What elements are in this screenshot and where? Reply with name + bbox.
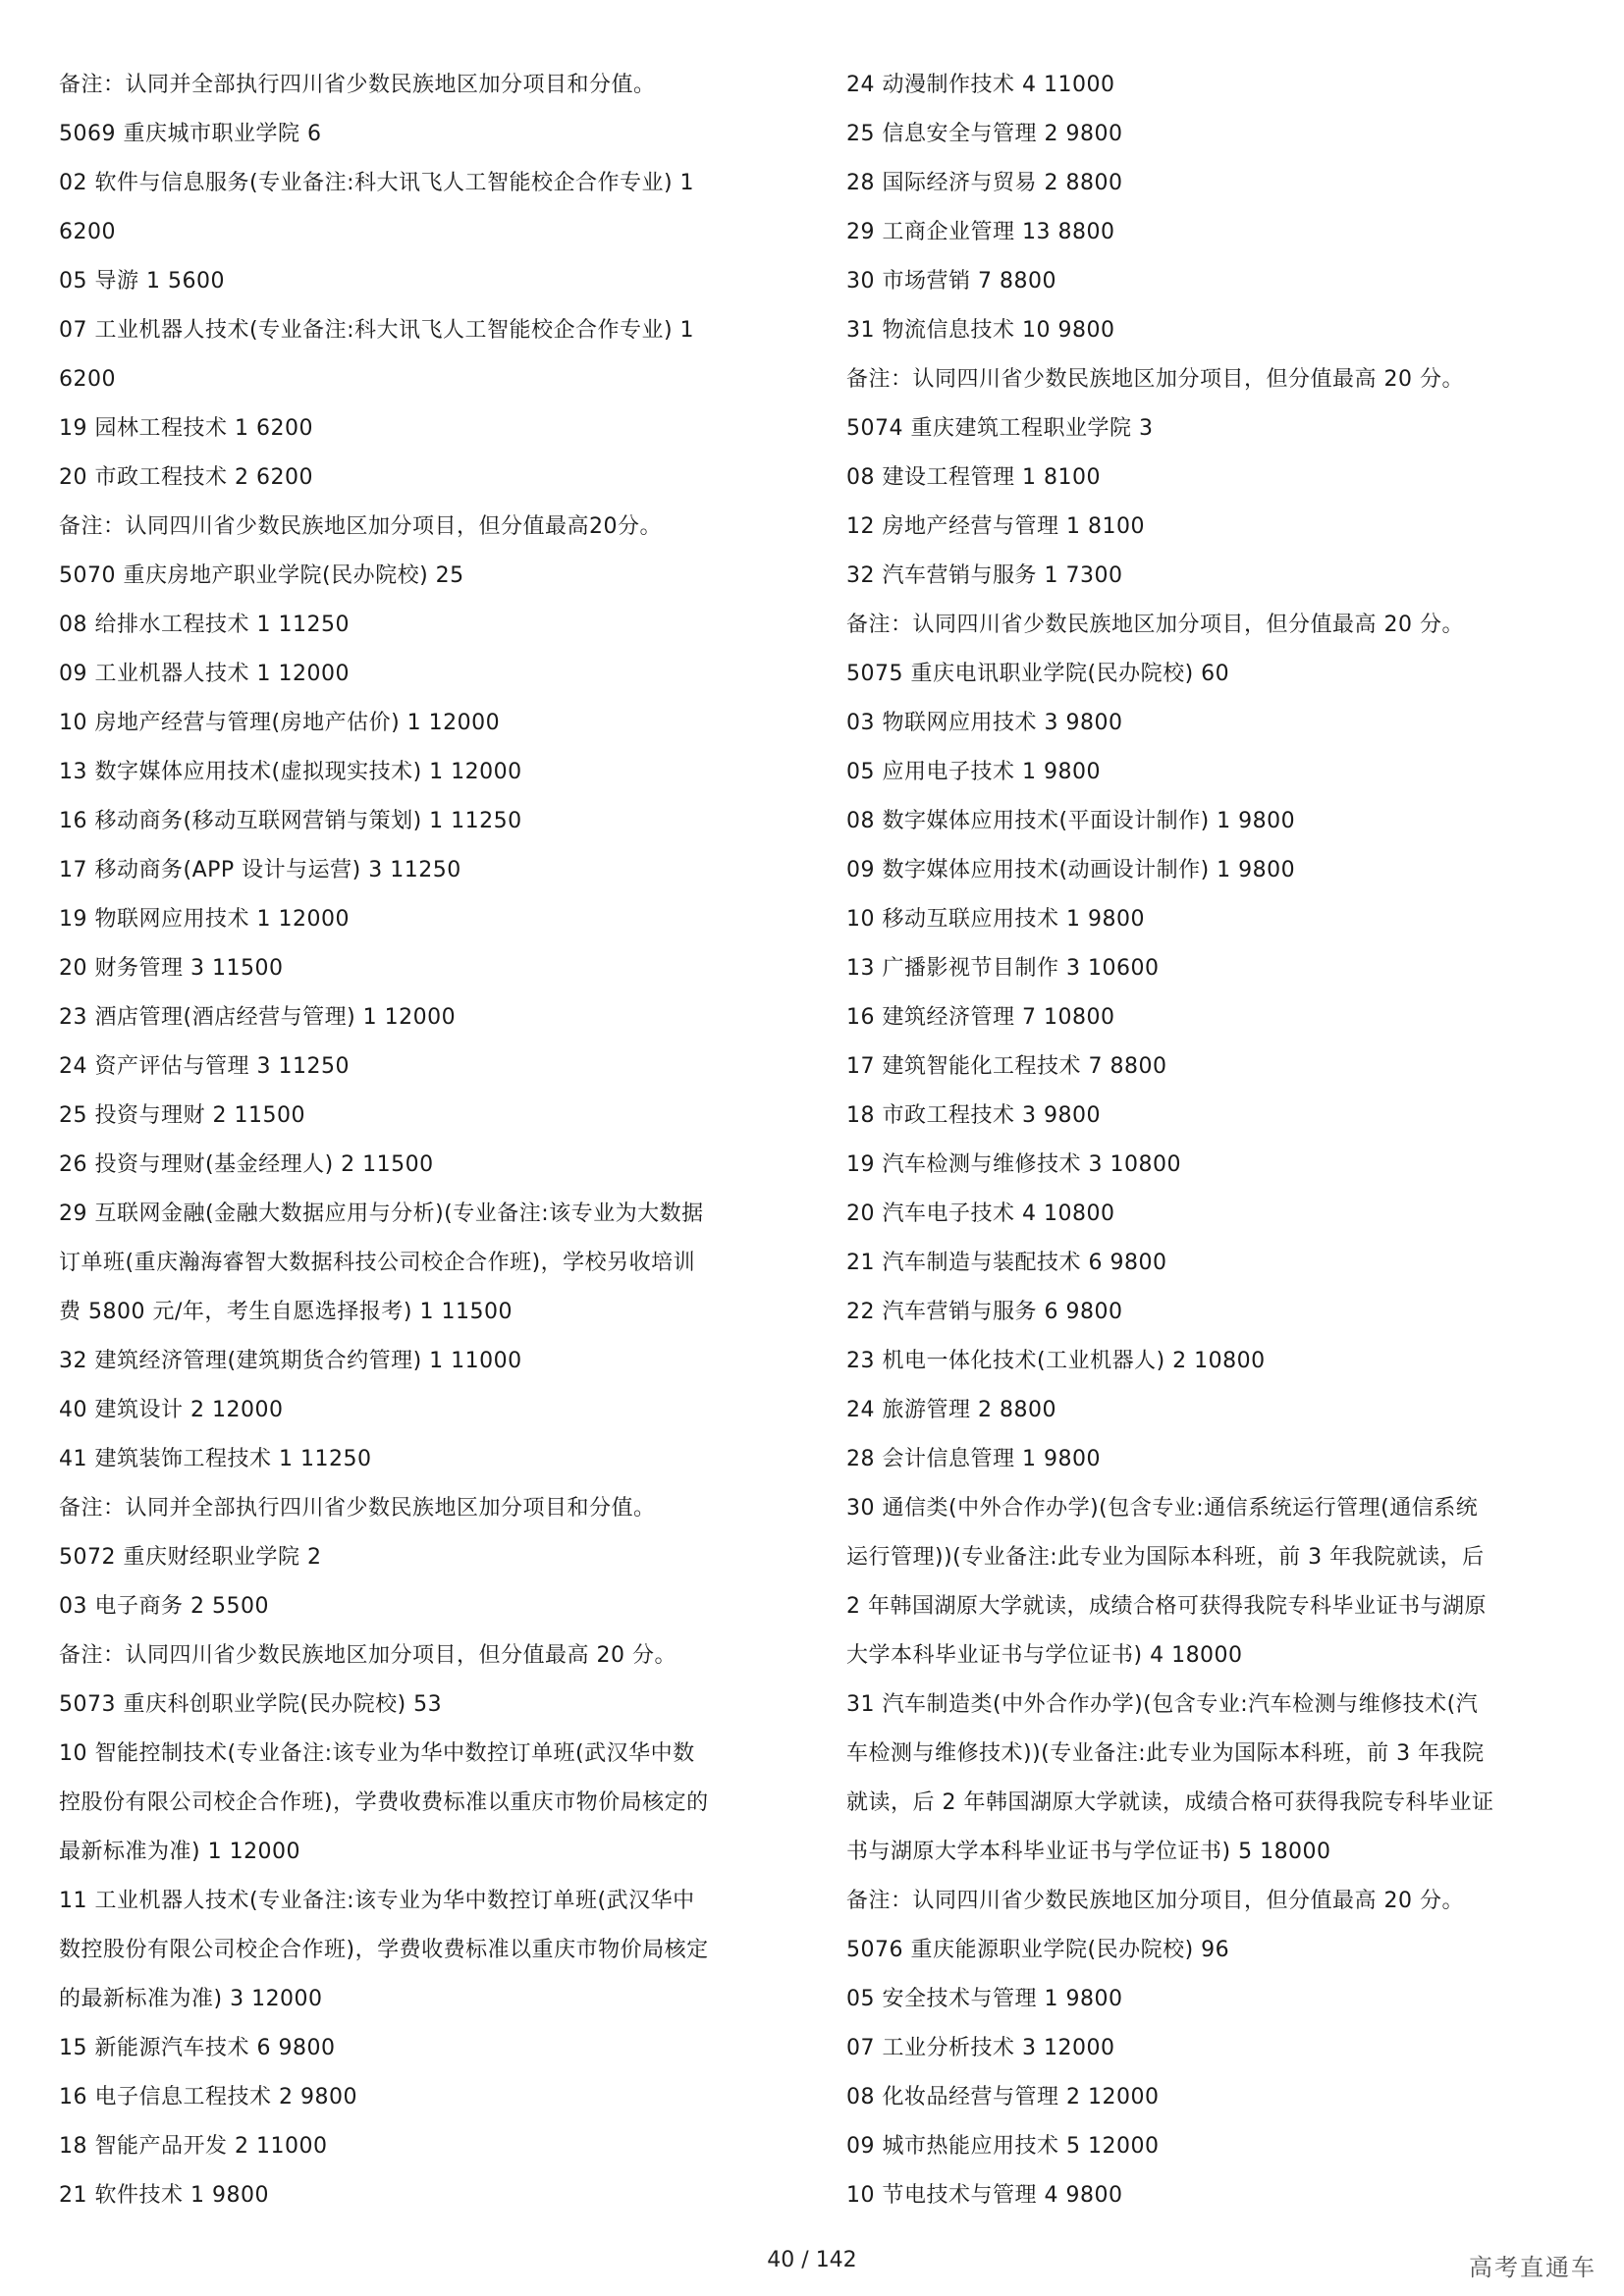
- text-line: 28 国际经济与贸易 2 8800: [846, 171, 1123, 195]
- text-line: 31 物流信息技术 10 9800: [846, 318, 1115, 343]
- text-line: 32 建筑经济管理(建筑期货合约管理) 1 11000: [59, 1349, 522, 1373]
- text-line: 21 软件技术 1 9800: [59, 2183, 269, 2208]
- page-number: 40 / 142: [767, 2248, 857, 2272]
- text-line: 6200: [59, 367, 116, 392]
- right-column: [846, 61, 1593, 2220]
- text-line: 24 资产评估与管理 3 11250: [59, 1054, 350, 1079]
- text-line: 运行管理))(专业备注:此专业为国际本科班，前 3 年我院就读，后: [846, 1545, 1485, 1570]
- text-line: 19 汽车检测与维修技术 3 10800: [846, 1152, 1181, 1177]
- text-line: 大学本科毕业证书与学位证书) 4 18000: [846, 1643, 1243, 1668]
- text-line: 20 财务管理 3 11500: [59, 956, 284, 981]
- text-line: 书与湖原大学本科毕业证书与学位证书) 5 18000: [846, 1840, 1331, 1864]
- text-line: 23 酒店管理(酒店经营与管理) 1 12000: [59, 1005, 457, 1030]
- text-line: 备注：认同四川省少数民族地区加分项目，但分值最高 20 分。: [846, 613, 1464, 637]
- text-line: 09 工业机器人技术 1 12000: [59, 662, 350, 686]
- text-line: 备注：认同四川省少数民族地区加分项目，但分值最高 20 分。: [59, 1643, 677, 1668]
- text-line: 23 机电一体化技术(工业机器人) 2 10800: [846, 1349, 1266, 1373]
- text-line: 数控股份有限公司校企合作班)，学费收费标准以重庆市物价局核定: [59, 1938, 709, 1962]
- text-line: 车检测与维修技术))(专业备注:此专业为国际本科班，前 3 年我院: [846, 1741, 1485, 1766]
- text-line: 21 汽车制造与装配技术 6 9800: [846, 1251, 1167, 1275]
- text-line: 17 移动商务(APP 设计与运营) 3 11250: [59, 858, 461, 882]
- text-line: 28 会计信息管理 1 9800: [846, 1447, 1101, 1471]
- text-line: 5072 重庆财经职业学院 2: [59, 1545, 322, 1570]
- text-line: 订单班(重庆瀚海睿智大数据科技公司校企合作班)，学校另收培训: [59, 1251, 696, 1275]
- text-line: 16 移动商务(移动互联网营销与策划) 1 11250: [59, 809, 522, 833]
- text-line: 05 导游 1 5600: [59, 269, 225, 294]
- text-line: 29 互联网金融(金融大数据应用与分析)(专业备注:该专业为大数据: [59, 1201, 704, 1226]
- text-line: 03 电子商务 2 5500: [59, 1594, 269, 1619]
- text-line: 07 工业分析技术 3 12000: [846, 2036, 1115, 2060]
- text-line: 18 市政工程技术 3 9800: [846, 1103, 1101, 1128]
- text-line: 最新标准为准) 1 12000: [59, 1840, 301, 1864]
- text-line: 12 房地产经营与管理 1 8100: [846, 514, 1145, 539]
- text-line: 30 市场营销 7 8800: [846, 269, 1056, 294]
- text-line: 16 电子信息工程技术 2 9800: [59, 2085, 357, 2109]
- text-line: 08 给排水工程技术 1 11250: [59, 613, 350, 637]
- text-line: 30 通信类(中外合作办学)(包含专业:通信系统运行管理(通信系统: [846, 1496, 1479, 1521]
- left-column: [59, 61, 805, 2220]
- text-line: 18 智能产品开发 2 11000: [59, 2134, 328, 2159]
- text-line: 25 信息安全与管理 2 9800: [846, 122, 1123, 146]
- text-line: 5069 重庆城市职业学院 6: [59, 122, 322, 146]
- text-line: 10 移动互联应用技术 1 9800: [846, 907, 1145, 932]
- text-line: 22 汽车营销与服务 6 9800: [846, 1300, 1123, 1324]
- text-line: 19 物联网应用技术 1 12000: [59, 907, 350, 932]
- text-line: 备注：认同并全部执行四川省少数民族地区加分项目和分值。: [59, 73, 656, 97]
- text-line: 25 投资与理财 2 11500: [59, 1103, 305, 1128]
- text-line: 费 5800 元/年，考生自愿选择报考) 1 11500: [59, 1300, 513, 1324]
- text-line: 05 安全技术与管理 1 9800: [846, 1987, 1123, 2011]
- text-line: 03 物联网应用技术 3 9800: [846, 711, 1123, 735]
- text-line: 19 园林工程技术 1 6200: [59, 416, 313, 441]
- text-line: 5070 重庆房地产职业学院(民办院校) 25: [59, 563, 464, 588]
- text-line: 备注：认同四川省少数民族地区加分项目，但分值最高20分。: [59, 514, 662, 539]
- text-line: 02 软件与信息服务(专业备注:科大讯飞人工智能校企合作专业) 1: [59, 171, 695, 195]
- text-line: 2 年韩国湖原大学就读，成绩合格可获得我院专科毕业证书与湖原: [846, 1594, 1487, 1619]
- text-line: 31 汽车制造类(中外合作办学)(包含专业:汽车检测与维修技术(汽: [846, 1692, 1479, 1717]
- text-line: 5074 重庆建筑工程职业学院 3: [846, 416, 1154, 441]
- text-line: 29 工商企业管理 13 8800: [846, 220, 1115, 244]
- text-line: 备注：认同四川省少数民族地区加分项目，但分值最高 20 分。: [846, 367, 1464, 392]
- text-line: 控股份有限公司校企合作班)，学费收费标准以重庆市物价局核定的: [59, 1790, 709, 1815]
- text-line: 08 数字媒体应用技术(平面设计制作) 1 9800: [846, 809, 1296, 833]
- text-line: 15 新能源汽车技术 6 9800: [59, 2036, 336, 2060]
- text-line: 07 工业机器人技术(专业备注:科大讯飞人工智能校企合作专业) 1: [59, 318, 695, 343]
- text-line: 的最新标准为准) 3 12000: [59, 1987, 323, 2011]
- text-line: 5073 重庆科创职业学院(民办院校) 53: [59, 1692, 443, 1717]
- text-line: 09 城市热能应用技术 5 12000: [846, 2134, 1160, 2159]
- text-line: 13 数字媒体应用技术(虚拟现实技术) 1 12000: [59, 760, 522, 784]
- text-line: 就读，后 2 年韩国湖原大学就读，成绩合格可获得我院专科毕业证: [846, 1790, 1494, 1815]
- text-line: 5075 重庆电讯职业学院(民办院校) 60: [846, 662, 1230, 686]
- text-line: 备注：认同四川省少数民族地区加分项目，但分值最高 20 分。: [846, 1889, 1464, 1913]
- text-line: 16 建筑经济管理 7 10800: [846, 1005, 1115, 1030]
- text-line: 24 旅游管理 2 8800: [846, 1398, 1056, 1422]
- text-line: 备注：认同并全部执行四川省少数民族地区加分项目和分值。: [59, 1496, 656, 1521]
- text-line: 10 房地产经营与管理(房地产估价) 1 12000: [59, 711, 501, 735]
- text-line: 41 建筑装饰工程技术 1 11250: [59, 1447, 372, 1471]
- text-line: 5076 重庆能源职业学院(民办院校) 96: [846, 1938, 1230, 1962]
- text-line: 20 市政工程技术 2 6200: [59, 465, 313, 490]
- text-line: 05 应用电子技术 1 9800: [846, 760, 1101, 784]
- text-line: 24 动漫制作技术 4 11000: [846, 73, 1115, 97]
- text-line: 40 建筑设计 2 12000: [59, 1398, 284, 1422]
- text-line: 17 建筑智能化工程技术 7 8800: [846, 1054, 1167, 1079]
- text-line: 08 化妆品经营与管理 2 12000: [846, 2085, 1160, 2109]
- text-line: 09 数字媒体应用技术(动画设计制作) 1 9800: [846, 858, 1296, 882]
- text-line: 11 工业机器人技术(专业备注:该专业为华中数控订单班(武汉华中: [59, 1889, 695, 1913]
- text-line: 10 智能控制技术(专业备注:该专业为华中数控订单班(武汉华中数: [59, 1741, 695, 1766]
- watermark-text: 高考直通车: [1469, 2254, 1597, 2281]
- text-line: 6200: [59, 220, 116, 244]
- text-line: 13 广播影视节目制作 3 10600: [846, 956, 1160, 981]
- text-line: 08 建设工程管理 1 8100: [846, 465, 1101, 490]
- text-line: 32 汽车营销与服务 1 7300: [846, 563, 1123, 588]
- text-line: 20 汽车电子技术 4 10800: [846, 1201, 1115, 1226]
- text-line: 26 投资与理财(基金经理人) 2 11500: [59, 1152, 434, 1177]
- text-line: 10 节电技术与管理 4 9800: [846, 2183, 1123, 2208]
